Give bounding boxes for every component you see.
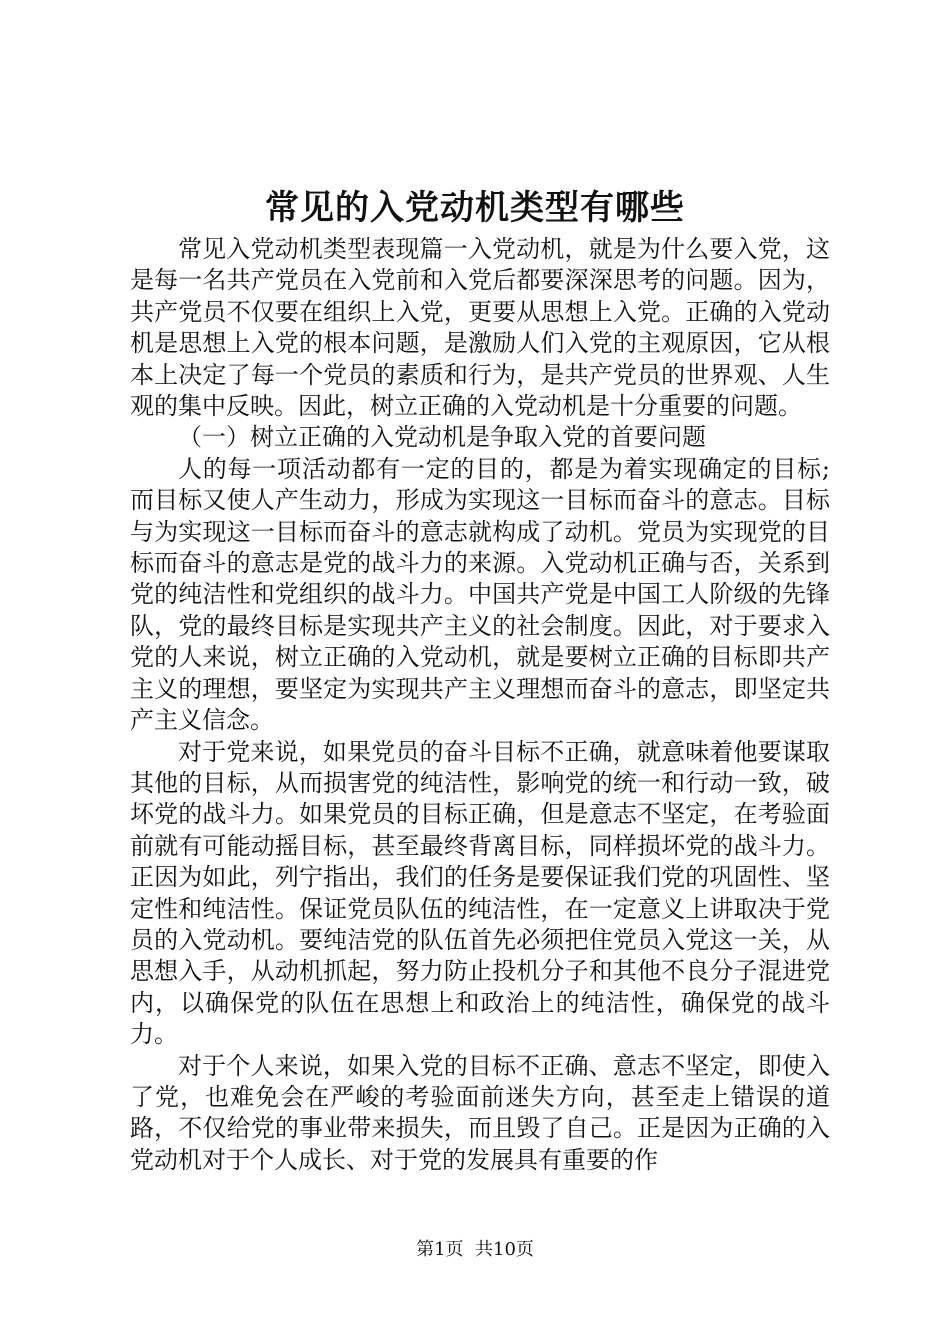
document-title: 常见的入党动机类型有哪些 bbox=[265, 188, 685, 228]
paragraph-1: 常见入党动机类型表现篇一入党动机，就是为什么要入党，这是每一名共产党员在入党前和入党后都要深深思考的问题。因为，共产党员不仅要在组织上入党，更要从思想上入党。正确的入党动机是思想上入党的根本问题，是激励人们入党的主观原因，它从根本上决定了每一个党员的素质和行为，是共产党员的世界观、人生观的集中反映。因此，树立正确的入党动机是十分重要的问题。 bbox=[130, 235, 830, 421]
page-footer: 第1页 共10页 bbox=[416, 1239, 534, 1260]
section-heading: （一）树立正确的入党动机是争取入党的首要问题 bbox=[178, 423, 706, 452]
paragraph-2: 人的每一项活动都有一定的目的，都是为着实现确定的目标;而目标又使人产生动力，形成为实现这一目标而奋斗的意志。目标与为实现这一目标而奋斗的意志就构成了动机。党员为实现党的目标而奋斗的意志是党的战斗力的来源。入党动机正确与否，关系到党的纯洁性和党组织的战斗力。中国共产党是中国工人阶级的先锋队，党的最终目标是实现共产主义的社会制度。因此，对于要求入党的人来说，树立正确的入党动机，就是要树立正确的目标即共产主义的理想，要坚定为实现共产主义理想而奋斗的意志，即坚定共产主义信念。 bbox=[130, 454, 830, 735]
document-body bbox=[130, 234, 830, 1176]
paragraph-4: 对于个人来说，如果入党的目标不正确、意志不坚定，即使入了党，也难免会在严峻的考验面前迷失方向，甚至走上错误的道路，不仅给党的事业带来损失，而且毁了自己。正是因为正确的入党动机对于个人成长、对于党的发展具有重要的作 bbox=[130, 1051, 830, 1174]
paragraph-3: 对于党来说，如果党员的奋斗目标不正确，就意味着他要谋取其他的目标，从而损害党的纯洁性，影响党的统一和行动一致，破坏党的战斗力。如果党员的目标正确，但是意志不坚定，在考验面前就有可能动摇目标，甚至最终背离目标，同样损坏党的战斗力。正因为如此，列宁指出，我们的任务是要保证我们党的巩固性、坚定性和纯洁性。保证党员队伍的纯洁性，在一定意义上讲取决于党员的入党动机。要纯洁党的队伍首先必须把住党员入党这一关，从思想入手，从动机抓起，努力防止投机分子和其他不良分子混进党内，以确保党的队伍在思想上和政治上的纯洁性，确保党的战斗力。 bbox=[130, 737, 830, 1049]
